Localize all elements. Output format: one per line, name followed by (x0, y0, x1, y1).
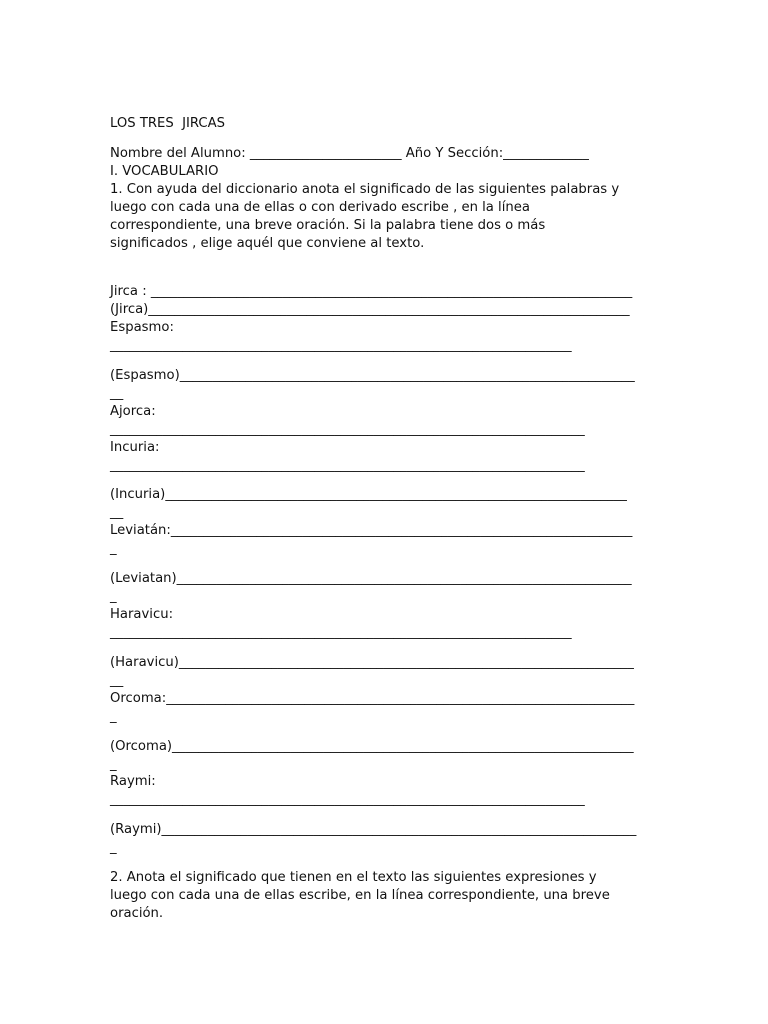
instruction-1-line: 1. Con ayuda del diccionario anota el significado de las siguientes palabras y (110, 182, 620, 197)
vocab-line-incuria-sentence: (Incuria)______________________________________________________________________ (110, 487, 627, 502)
vocab-line-continuation: __ (110, 505, 124, 520)
instruction-2-line: luego con cada una de ellas escribe, en la línea correspondiente, una breve (110, 888, 610, 903)
vocab-line-haravicu-sentence: (Haravicu)_____________________________________________________________________ (110, 655, 634, 670)
vocab-line-incuria: Incuria: (110, 440, 160, 455)
vocab-line-raymi: Raymi: (110, 774, 156, 789)
vocab-line-continuation: _ (110, 541, 117, 556)
vocab-line-continuation: _ (110, 757, 117, 772)
student-info-line: Nombre del Alumno: _______________________ Año Y Sección:_____________ (110, 146, 589, 161)
vocab-answer-line: ______________________________________________________________________ (110, 338, 572, 353)
vocab-line-orcoma: Orcoma:_______________________________________________________________________ (110, 691, 635, 706)
document-title: LOS TRES JIRCAS (110, 116, 226, 131)
vocab-line-continuation: __ (110, 673, 124, 688)
vocab-line-espasmo-sentence: (Espasmo)_____________________________________________________________________ (110, 368, 635, 383)
vocab-answer-line: ________________________________________________________________________ (110, 792, 585, 807)
instruction-1-line: significados , elige aquél que conviene al texto. (110, 236, 425, 251)
vocab-line-continuation: _ (110, 840, 117, 855)
instruction-2-line: oración. (110, 906, 164, 921)
vocab-line-orcoma-sentence: (Orcoma)______________________________________________________________________ (110, 739, 634, 754)
vocab-line-continuation: _ (110, 589, 117, 604)
instruction-2-line: 2. Anota el significado que tienen en el texto las siguientes expresiones y (110, 870, 597, 885)
vocab-line-haravicu: Haravicu: (110, 607, 174, 622)
vocab-line-continuation: _ (110, 709, 117, 724)
vocab-answer-line: ______________________________________________________________________ (110, 625, 572, 640)
vocab-line-raymi-sentence: (Raymi)________________________________________________________________________ (110, 822, 637, 837)
vocab-line-jirca-sentence: (Jirca)_________________________________________________________________________ (110, 302, 630, 317)
vocab-line-leviatan: Leviatán:______________________________________________________________________ (110, 523, 633, 538)
vocab-answer-line: ________________________________________________________________________ (110, 458, 585, 473)
vocab-answer-line: ________________________________________________________________________ (110, 422, 585, 437)
vocab-line-leviatan-sentence: (Leviatan)_____________________________________________________________________ (110, 571, 632, 586)
vocab-line-jirca: Jirca : _________________________________________________________________________ (110, 284, 633, 299)
vocab-line-continuation: __ (110, 386, 124, 401)
instruction-1-line: correspondiente, una breve oración. Si la palabra tiene dos o más (110, 218, 546, 233)
vocab-line-ajorca: Ajorca: (110, 404, 156, 419)
vocab-line-espasmo: Espasmo: (110, 320, 174, 335)
instruction-1-line: luego con cada una de ellas o con derivado escribe , en la línea (110, 200, 530, 215)
section-heading: I. VOCABULARIO (110, 164, 219, 179)
